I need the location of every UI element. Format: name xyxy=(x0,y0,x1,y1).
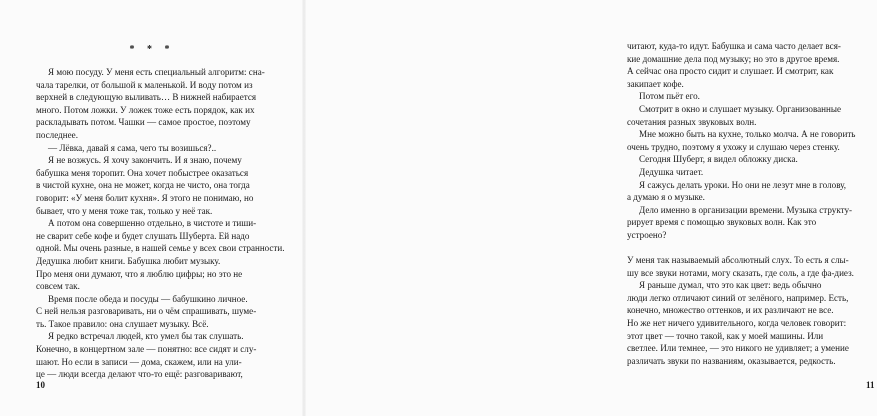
text-line: этот цвет — точно такой, как у моей машины. Или xyxy=(627,330,824,341)
text-line: люди легко отличают синий от зелёного, например. Есть, xyxy=(627,292,849,303)
text-line: А сейчас она просто сидит и слушает. И смотрит, как xyxy=(627,66,834,77)
right-page xyxy=(304,0,875,416)
text-line: Я редко встречал людей, кто умел бы так слушать. xyxy=(48,331,244,342)
text-line: Я сажусь делать уроки. Но они не лезут мне в голову, xyxy=(639,179,847,190)
text-line: говорит: «У меня болит кухня». Я этого не понимаю, но xyxy=(36,192,254,203)
left-page-number: 10 xyxy=(36,380,45,390)
text-line: не сварит себе кофе и будет слушать Шуберта. Ей надо xyxy=(36,230,250,241)
text-line: различать звуки по названиям, оказывается, редкость. xyxy=(627,355,836,366)
text-line: бывает, что у меня тоже так, только у неё так. xyxy=(36,205,213,216)
text-line: много. Потом ложки. У ложек тоже есть порядок, как их xyxy=(36,104,255,115)
text-line: Потом пьёт его. xyxy=(639,91,700,102)
text-line: Я раньше думал, что это как цвет: ведь обычно xyxy=(639,280,822,291)
text-line: закипает кофе. xyxy=(627,78,684,89)
text-line: одной. Мы очень разные, в нашей семье у всех свои странности. xyxy=(36,243,285,254)
text-line: Про меня они думают, что я люблю цифры; но это не xyxy=(36,268,243,279)
text-line: Время после обеда и посуды — бабушкино личное. xyxy=(48,293,248,304)
text-line: Конечно, в концертном зале — понятно: все сидят и слу- xyxy=(36,344,257,355)
text-line: верхней в следующую выливать… В нижней набирается xyxy=(36,92,257,103)
left-page xyxy=(0,0,304,416)
text-line: конечно, множество оттенков, и их различают не все. xyxy=(627,305,834,316)
text-line: последнее. xyxy=(36,129,78,140)
text-line: читают, куда-то идут. Бабушка и сама часто делает вся- xyxy=(627,41,841,51)
text-line: Смотрит в окно и слушает музыку. Организованные xyxy=(639,103,842,114)
text-line: совсем так. xyxy=(36,281,80,292)
section-separator: * * * xyxy=(129,44,175,55)
text-line: — Лёвка, давай я сама, чего ты возишься?.. xyxy=(48,142,217,153)
text-line: очень трудно, поэтому я ухожу и слушаю через стенку. xyxy=(627,141,840,152)
text-line: Мне можно быть на кухне, только молча. А не говорить xyxy=(639,129,856,140)
right-page-text xyxy=(627,40,877,367)
text-line: Но же нет ничего удивительного, когда человек говорит: xyxy=(627,318,847,329)
right-page-number: 11 xyxy=(866,380,875,390)
text-line: светлее. Или темнее, — это никого не удивляет; а умение xyxy=(627,343,849,354)
text-line: а думаю я о музыке. xyxy=(627,192,705,203)
text-line: чала тарелки, от большой к маленькой. И воду потом из xyxy=(36,79,253,90)
text-line: в чистой кухне, она не может, когда не чисто, она тогда xyxy=(36,180,250,191)
text-line: Сегодня Шуберт, я видел обложку диска. xyxy=(639,154,798,165)
left-page-text xyxy=(36,66,284,381)
text-line: Я мою посуду. У меня есть специальный алгоритм: сна- xyxy=(48,67,265,77)
text-line: У меня так называемый абсолютный слух. То есть я слы- xyxy=(627,255,849,266)
text-line: кие домашние дела под музыку; но это в другое время. xyxy=(627,53,840,64)
text-line: бабушка меня торопит. Она хочет побыстрее оказаться xyxy=(36,167,249,178)
text-line: Я не возжусь. Я хочу закончить. И я знаю, почему xyxy=(48,155,242,166)
text-line: устроено? xyxy=(627,229,667,240)
text-line: Дело именно в организации времени. Музыка структу- xyxy=(639,204,853,215)
text-line: шу все звуки нотами, могу сказать, где соль, а где фа-диез. xyxy=(627,267,854,278)
text-line: ть. Такое правило: она слушает музыку. Всё. xyxy=(36,318,209,329)
text-line: шают. Но если в записи — дома, скажем, или на ули- xyxy=(36,356,242,367)
text-line: рирует время с помощью звуковых волн. Как это xyxy=(627,217,817,228)
text-line xyxy=(627,242,877,255)
text-line: С ней нельзя разговаривать, ни о чём спрашивать, шуме- xyxy=(36,306,257,317)
text-line: А потом она совершенно отдельно, в чистоте и тиши- xyxy=(48,218,257,229)
text-line: Дедушка читает. xyxy=(639,166,704,177)
text-line: раскладывать потом. Чашки — самое простое, поэтому xyxy=(36,117,251,128)
text-line: Дедушка любит книги. Бабушка любит музыку. xyxy=(36,255,221,266)
text-line: це — люди всегда делают что-то ещё: разговаривают, xyxy=(36,369,243,380)
text-line: сочетания разных звуковых волн. xyxy=(627,116,757,127)
